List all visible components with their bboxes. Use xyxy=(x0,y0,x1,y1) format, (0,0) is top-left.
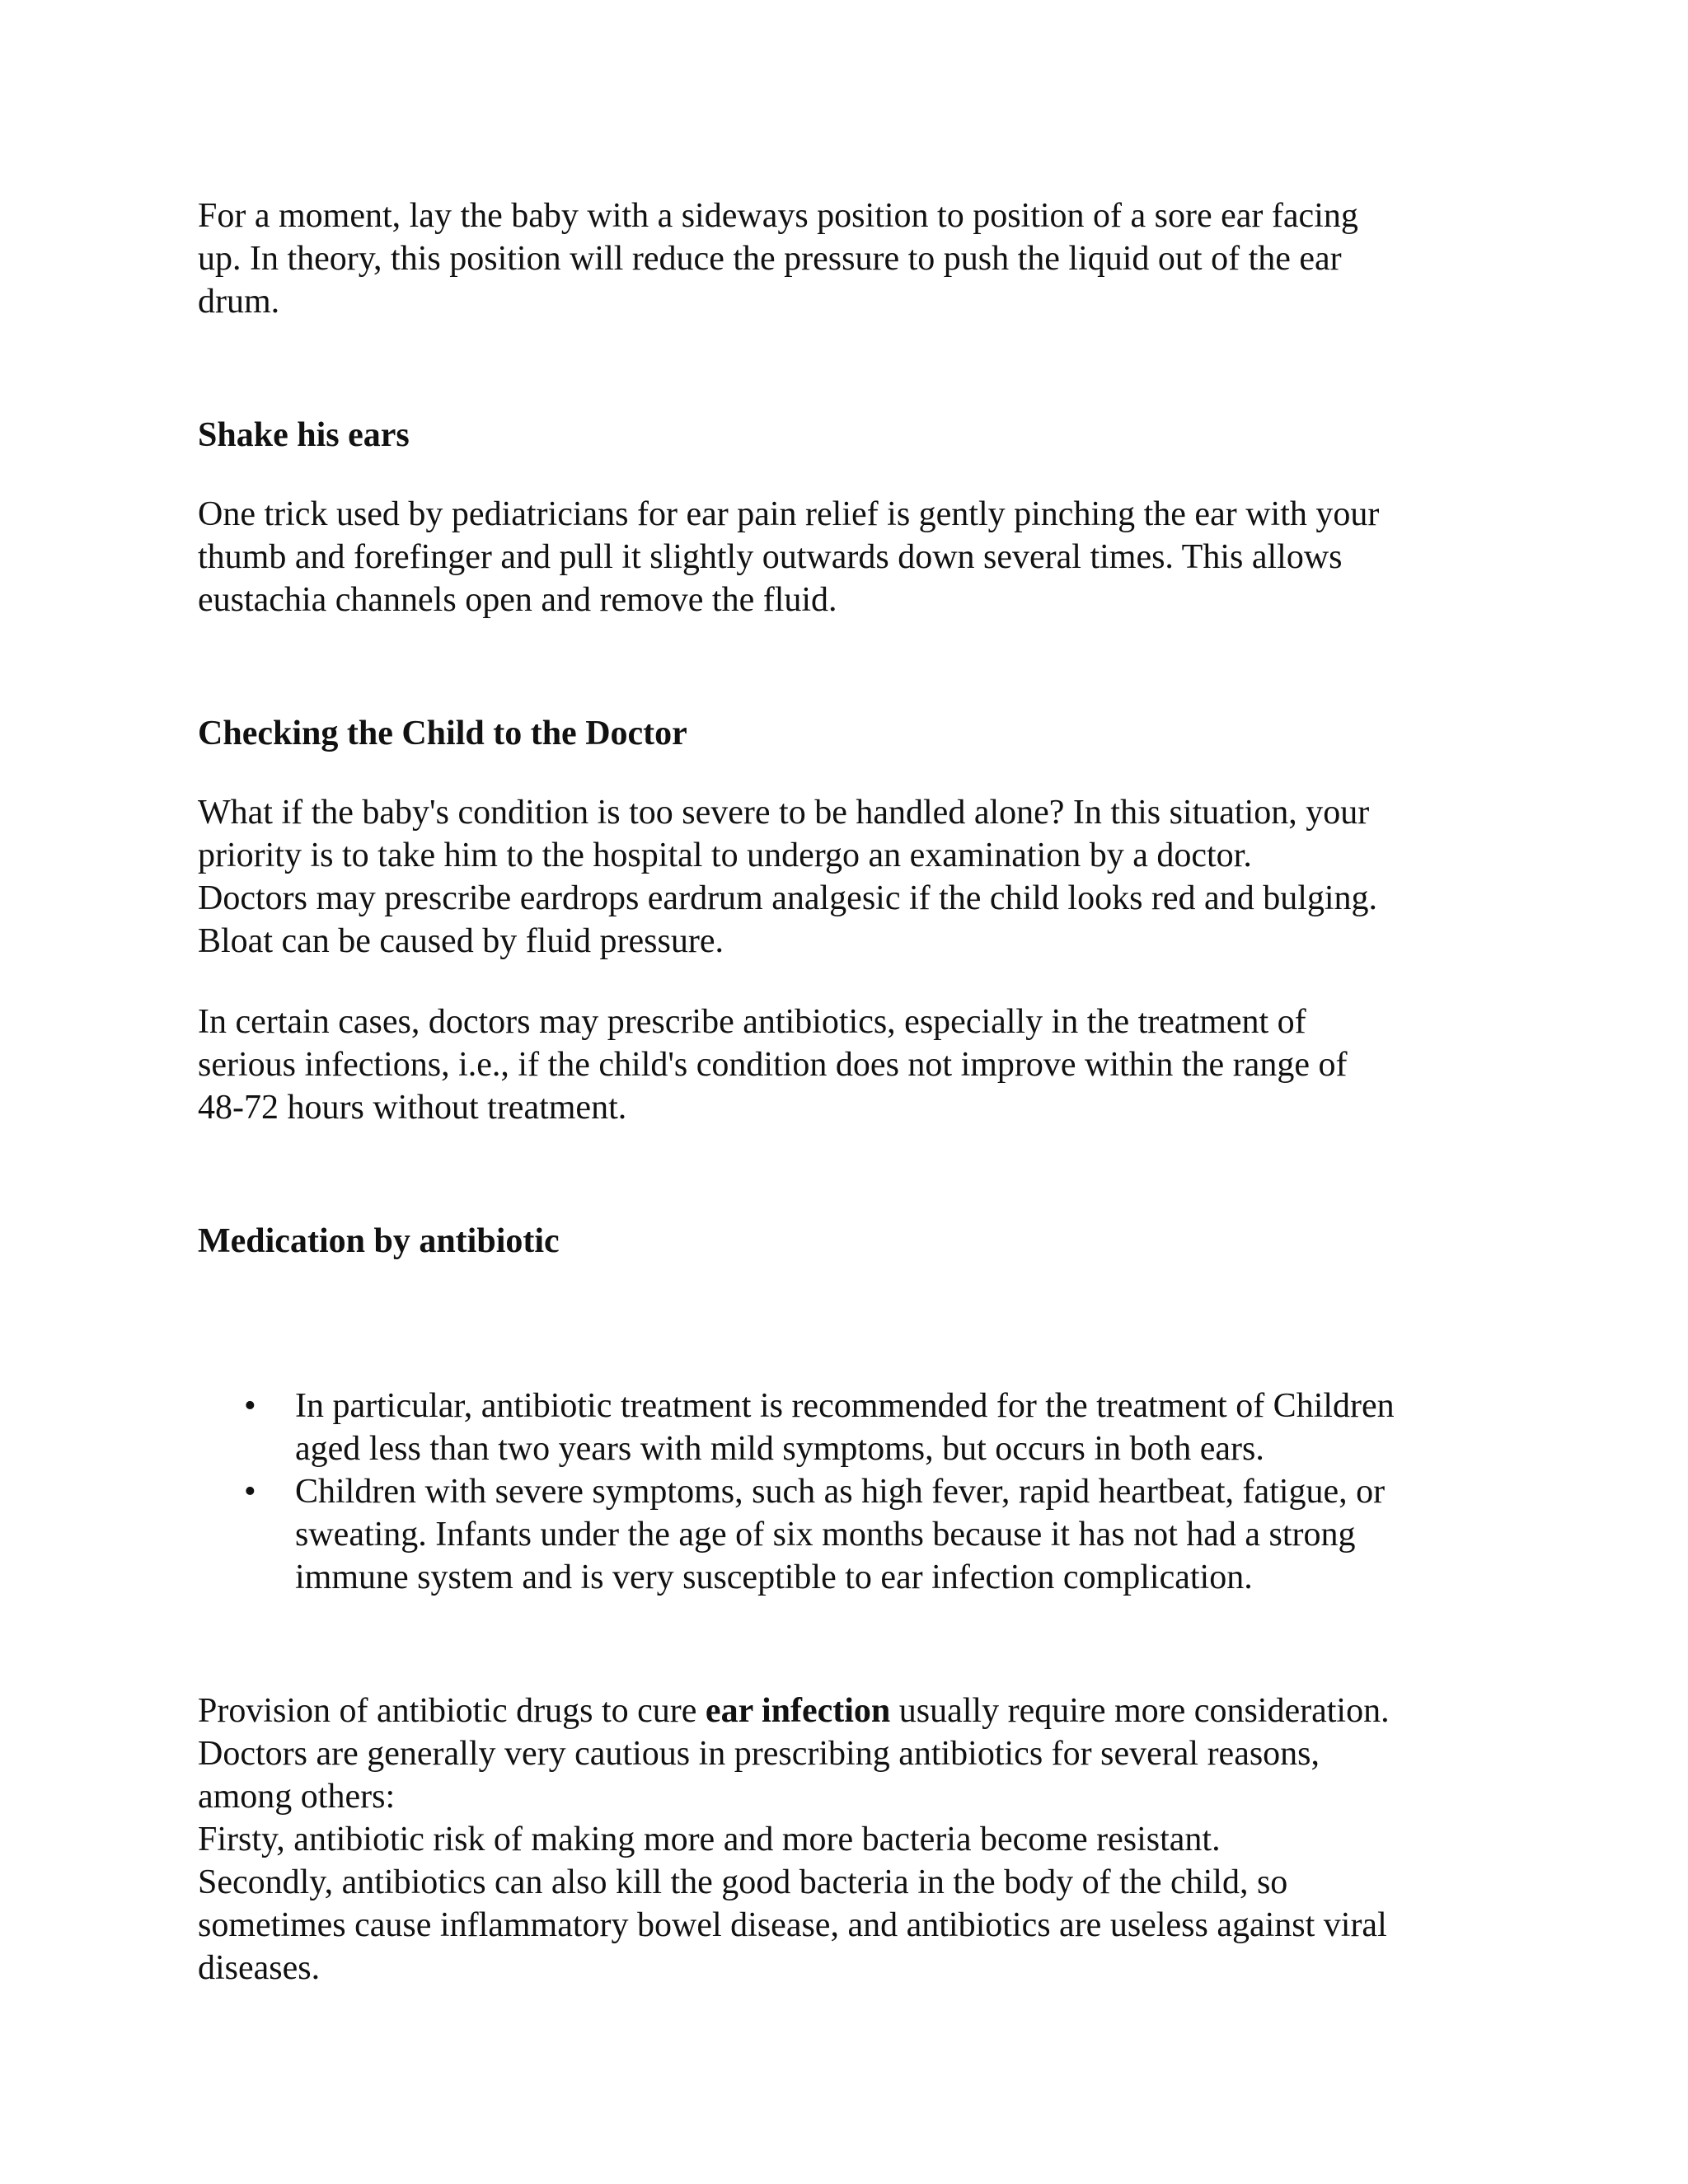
text-segment: usually require more consideration. xyxy=(890,1692,1390,1730)
provision-paragraph xyxy=(198,1690,1484,1990)
text-line: eustachia channels open and remove the fluid. xyxy=(198,581,837,619)
text-line: Secondly, antibiotics can also kill the good bacteria in the body of the child, so xyxy=(198,1863,1288,1901)
text-line: sweating. Infants under the age of six months because it has not had a strong xyxy=(295,1516,1356,1554)
text-line: sometimes cause inflammatory bowel disease, and antibiotics are useless against viral xyxy=(198,1906,1387,1944)
doctor-paragraph xyxy=(198,791,1484,963)
bullet-list xyxy=(198,1385,1484,1599)
document-page xyxy=(198,194,1484,1990)
text-line: among others: xyxy=(198,1778,396,1816)
text-line: What if the baby's condition is too severe to be handled alone? In this situation, your xyxy=(198,794,1370,832)
heading-shake-his-ears: Shake his ears xyxy=(198,416,410,454)
text-line: Children with severe symptoms, such as high fever, rapid heartbeat, fatigue, or xyxy=(295,1473,1386,1511)
text-line: 48-72 hours without treatment. xyxy=(198,1089,627,1127)
text-line: For a moment, lay the baby with a sideways position to position of a sore ear facing xyxy=(198,197,1358,235)
text-line: Doctors are generally very cautious in prescribing antibiotics for several reasons, xyxy=(198,1735,1320,1773)
text-line: up. In theory, this position will reduce the pressure to push the liquid out of the ear xyxy=(198,240,1342,278)
bullet-icon: • xyxy=(244,1387,256,1425)
text-line: One trick used by pediatricians for ear pain relief is gently pinching the ear with your xyxy=(198,495,1380,533)
text-line: Bloat can be caused by fluid pressure. xyxy=(198,922,724,960)
bullet-icon: • xyxy=(244,1473,256,1511)
text-line: aged less than two years with mild symptoms, but occurs in both ears. xyxy=(295,1430,1264,1468)
heading-checking-child-doctor: Checking the Child to the Doctor xyxy=(198,715,687,752)
text-line: drum. xyxy=(198,283,280,321)
text-line: thumb and forefinger and pull it slightly outwards down several times. This allows xyxy=(198,538,1343,576)
text-line: Doctors may prescribe eardrops eardrum analgesic if the child looks red and bulging. xyxy=(198,879,1378,917)
text-line xyxy=(198,1690,1484,1732)
text-line: serious infections, i.e., if the child's condition does not improve within the range of xyxy=(198,1046,1348,1084)
list-item xyxy=(198,1385,1484,1470)
text-line: In particular, antibiotic treatment is recommended for the treatment of Children xyxy=(295,1387,1395,1425)
list-item xyxy=(198,1470,1484,1599)
shake-ears-paragraph xyxy=(198,493,1484,621)
text-line: Firsty, antibiotic risk of making more and more bacteria become resistant. xyxy=(198,1821,1221,1858)
heading-medication-antibiotic: Medication by antibiotic xyxy=(198,1222,560,1260)
intro-paragraph xyxy=(198,194,1484,323)
antibiotics-cases-paragraph xyxy=(198,1001,1484,1129)
text-segment: Provision of antibiotic drugs to cure xyxy=(198,1692,706,1730)
bold-term-ear-infection: ear infection xyxy=(705,1692,891,1730)
text-line: diseases. xyxy=(198,1949,321,1987)
text-line: In certain cases, doctors may prescribe antibiotics, especially in the treatment of xyxy=(198,1003,1306,1041)
text-line: immune system and is very susceptible to ear infection complication. xyxy=(295,1558,1253,1596)
text-line: priority is to take him to the hospital to undergo an examination by a doctor. xyxy=(198,837,1252,874)
